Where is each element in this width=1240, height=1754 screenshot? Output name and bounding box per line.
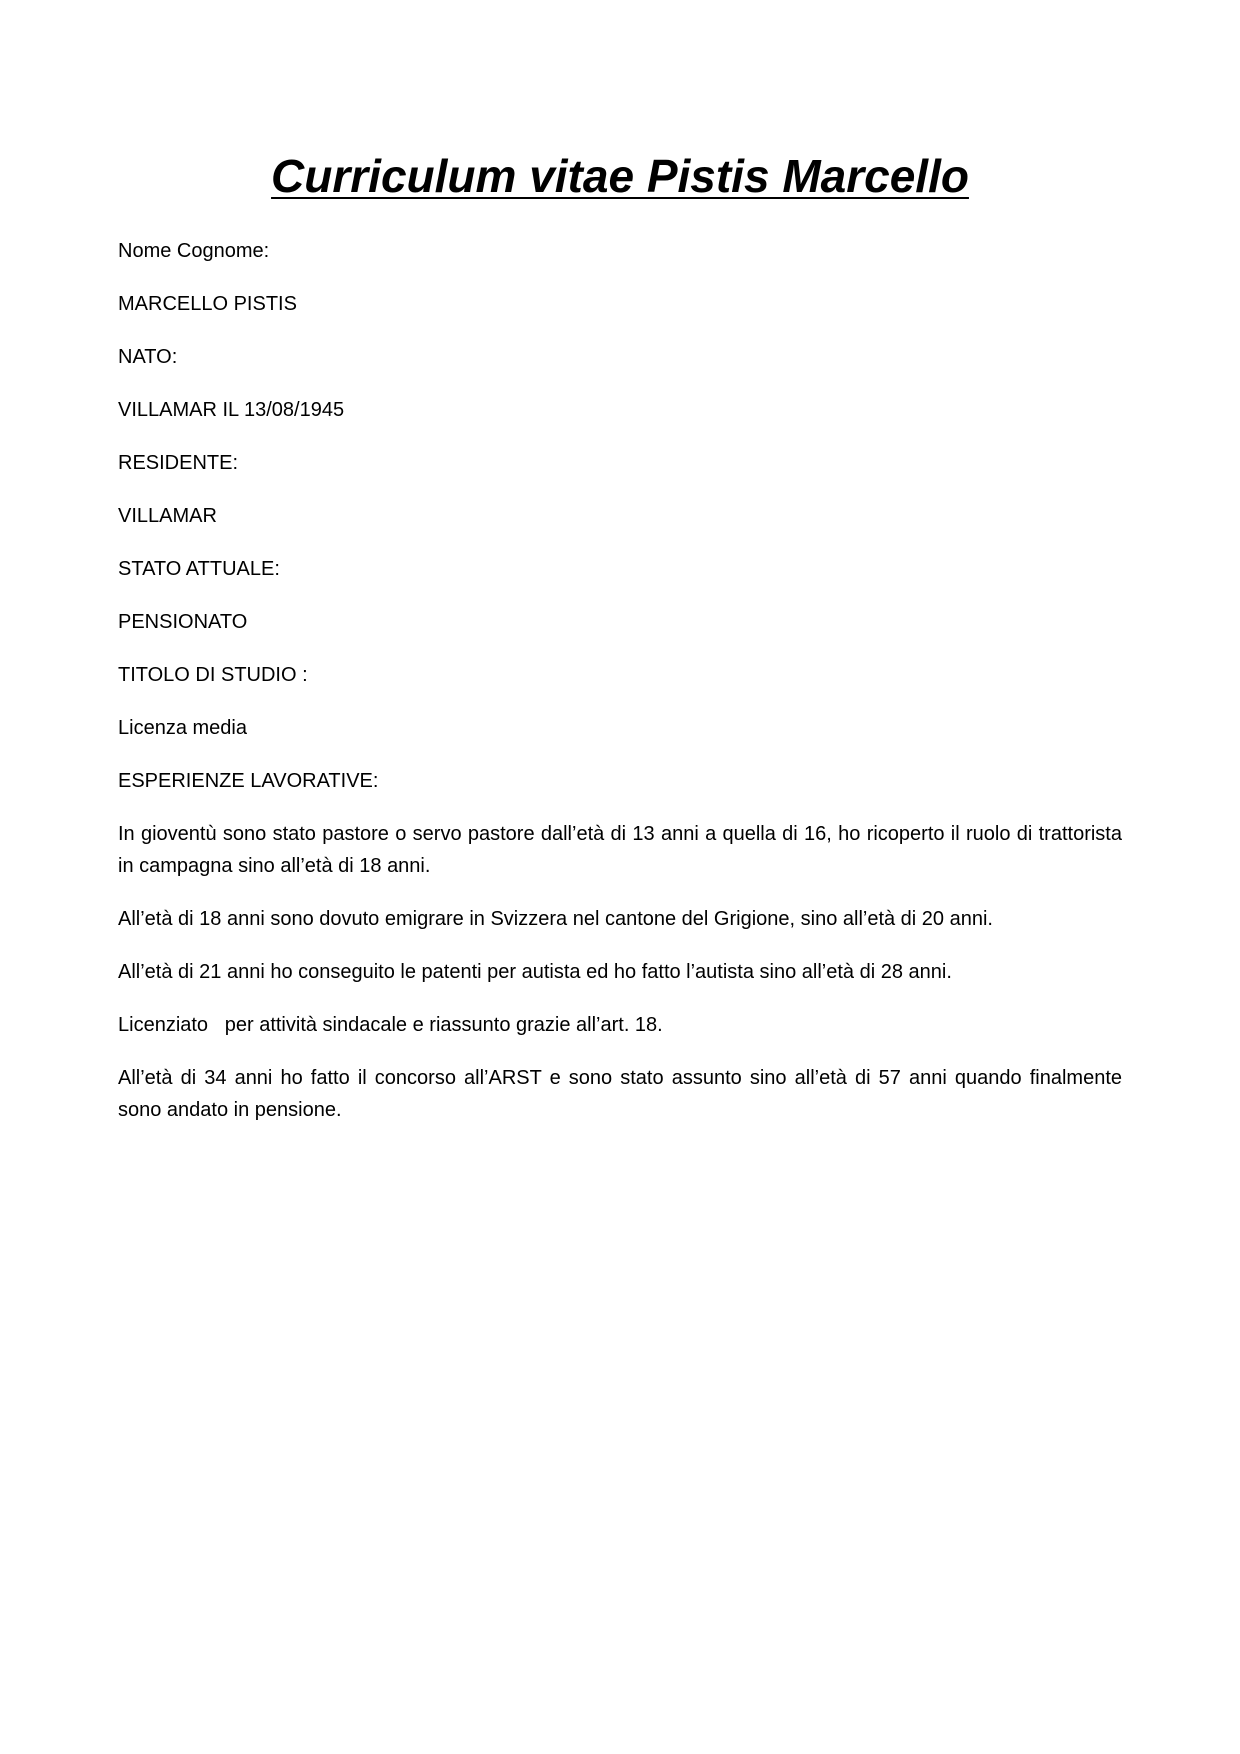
experience-paragraph: All’età di 18 anni sono dovuto emigrare in Svizzera nel cantone del Grigione, sino all’età di 20 anni. bbox=[118, 908, 993, 930]
field-value-born: VILLAMAR IL 13/08/1945 bbox=[118, 399, 345, 421]
field-value-education: Licenza media bbox=[118, 717, 247, 739]
experience-paragraph: Licenziato per attività sindacale e riassunto grazie all’art. 18. bbox=[118, 1014, 663, 1036]
field-label-residence: RESIDENTE: bbox=[118, 452, 239, 474]
experience-paragraph: In gioventù sono stato pastore o servo pastore dall’età di 13 anni a quella di 16, ho ricoperto il ruolo di trattorista in campagna sino all’età di 18 anni. bbox=[118, 823, 1122, 877]
experience-paragraph: All’età di 21 anni ho conseguito le patenti per autista ed ho fatto l’autista sino all’età di 28 anni. bbox=[118, 961, 952, 983]
field-value-status: PENSIONATO bbox=[118, 611, 248, 633]
field-label-education: TITOLO DI STUDIO : bbox=[118, 664, 308, 686]
experience-heading: ESPERIENZE LAVORATIVE: bbox=[118, 770, 379, 792]
field-label-name: Nome Cognome: bbox=[118, 240, 270, 262]
document-body bbox=[118, 235, 1122, 1147]
field-label-born: NATO: bbox=[118, 346, 178, 368]
document-title: Curriculum vitae Pistis Marcello bbox=[271, 150, 969, 202]
experience-paragraph: All’età di 34 anni ho fatto il concorso all’ARST e sono stato assunto sino all’età di 57 anni quando finalmente sono andato in pensione. bbox=[118, 1067, 1122, 1121]
field-value-residence: VILLAMAR bbox=[118, 505, 217, 527]
field-value-name: MARCELLO PISTIS bbox=[118, 293, 297, 315]
field-label-status: STATO ATTUALE: bbox=[118, 558, 280, 580]
